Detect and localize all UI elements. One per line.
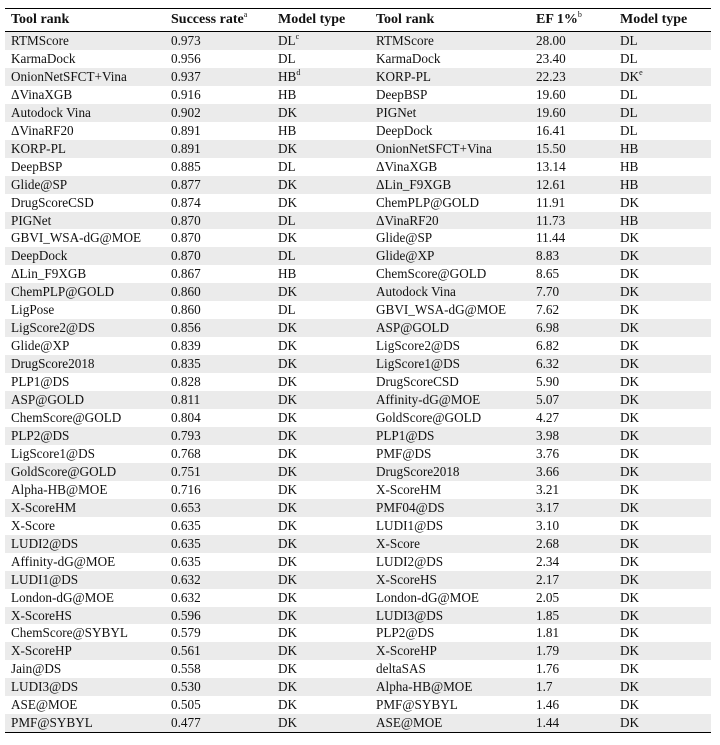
cell-model-type-right: DK	[620, 589, 640, 605]
cell-tool-rank-right: KORP-PL	[370, 68, 530, 86]
cell-model-type-right: HB	[620, 158, 639, 174]
table-row	[5, 499, 711, 517]
cell-success-rate: 0.561	[165, 642, 272, 660]
cell-ef: 11.91	[536, 194, 566, 210]
cell-success-rate: 0.793	[165, 427, 272, 445]
cell-success-rate: 0.632	[171, 589, 201, 605]
cell-tool-rank-right: X-ScoreHP	[370, 642, 530, 660]
cell-model-type-right: DK	[620, 517, 640, 533]
table-row	[5, 319, 711, 337]
cell-model-type-left: DK	[272, 463, 370, 481]
cell-model-type-right: DK	[614, 391, 711, 409]
cell-model-type-right: DK	[614, 642, 711, 660]
cell-ef: 1.76	[536, 661, 560, 677]
cell-model-type-left: DL	[278, 302, 296, 318]
cell-ef: 28.00	[530, 32, 614, 50]
cell-ef: 1.44	[530, 714, 614, 732]
cell-success-rate: 0.635	[171, 553, 201, 569]
cell-model-type-left: DK	[278, 410, 298, 426]
cell-model-type-left: DK	[278, 338, 298, 354]
cell-tool-rank-left: Jain@DS	[11, 661, 62, 677]
cell-ef: 11.44	[536, 230, 566, 246]
table-row	[5, 409, 711, 427]
cell-success-rate: 0.870	[165, 212, 272, 230]
cell-tool-rank-right: PMF@SYBYL	[376, 697, 458, 713]
cell-model-type-right: DK	[620, 230, 640, 246]
footnote-marker: a	[243, 10, 248, 19]
cell-ef: 22.23	[530, 68, 614, 86]
cell-tool-rank-left: LUDI2@DS	[5, 535, 165, 553]
cell-tool-rank-left: ASE@MOE	[11, 697, 78, 713]
cell-model-type-left: DK	[278, 625, 298, 641]
cell-tool-rank-right: PMF@DS	[376, 445, 432, 461]
table-header	[5, 9, 711, 32]
cell-model-type-right: DK	[614, 355, 711, 373]
cell-model-type-right: DK	[614, 247, 711, 265]
cell-tool-rank-left: KarmaDock	[11, 50, 76, 66]
cell-model-type-right: DL	[614, 104, 711, 122]
cell-ef: 1.7	[530, 678, 614, 696]
cell-success-rate: 0.635	[171, 517, 201, 533]
cell-model-type-left: DK	[272, 355, 370, 373]
cell-ef: 6.32	[530, 355, 614, 373]
table-row	[5, 696, 711, 714]
cell-tool-rank-left: Alpha-HB@MOE	[11, 481, 108, 497]
cell-model-type-right: DK	[620, 302, 640, 318]
cell-success-rate: 0.558	[171, 661, 201, 677]
cell-tool-rank-right: DrugScore2018	[370, 463, 530, 481]
cell-model-type-right: DK	[614, 427, 711, 445]
cell-ef: 19.60	[536, 86, 566, 102]
cell-model-type-right: DK	[614, 535, 711, 553]
cell-success-rate: 0.856	[165, 319, 272, 337]
cell-success-rate: 0.530	[165, 678, 272, 696]
table-body	[5, 32, 711, 733]
table-row	[5, 50, 711, 68]
footnote-marker: d	[296, 67, 301, 77]
cell-success-rate: 0.870	[165, 247, 272, 265]
cell-success-rate: 0.860	[171, 302, 201, 318]
table-row	[5, 247, 711, 265]
table-row	[5, 176, 711, 194]
cell-model-type-right: DK	[620, 697, 640, 713]
cell-success-rate: 0.891	[165, 140, 272, 158]
cell-tool-rank-left: PMF@SYBYL	[5, 714, 165, 732]
cell-model-type-left: DK	[272, 571, 370, 589]
table-row	[5, 122, 711, 140]
cell-tool-rank-right: Alpha-HB@MOE	[370, 678, 530, 696]
cell-model-type-right: DK	[620, 625, 640, 641]
cell-tool-rank-left: GBVI_WSA-dG@MOE	[11, 230, 142, 246]
cell-success-rate: 0.937	[165, 68, 272, 86]
footnote-marker: e	[639, 67, 643, 77]
cell-success-rate: 0.839	[171, 338, 201, 354]
cell-model-type-right: DK	[614, 607, 711, 625]
cell-model-type-right: DK	[620, 374, 640, 390]
table-row	[5, 714, 711, 732]
cell-tool-rank-left: GoldScore@GOLD	[5, 463, 165, 481]
header-success-rate: Success rate$^a$	[165, 9, 272, 32]
cell-ef: 4.27	[536, 410, 560, 426]
cell-success-rate: 0.874	[171, 194, 201, 210]
cell-model-type-left: DK	[278, 194, 298, 210]
cell-ef: 13.14	[536, 158, 566, 174]
table-row	[5, 427, 711, 445]
cell-success-rate: 0.477	[165, 714, 272, 732]
cell-tool-rank-left: DeepBSP	[11, 158, 63, 174]
cell-success-rate: 0.811	[165, 391, 272, 409]
cell-success-rate: 0.956	[171, 50, 201, 66]
cell-success-rate: 0.751	[165, 463, 272, 481]
cell-success-rate: 0.902	[165, 104, 272, 122]
cell-tool-rank-left: LUDI3@DS	[5, 678, 165, 696]
cell-tool-rank-left: DrugScore2018	[5, 355, 165, 373]
cell-tool-rank-right: DrugScoreCSD	[376, 374, 459, 390]
cell-ef: 3.17	[530, 499, 614, 517]
cell-success-rate: 0.877	[165, 176, 272, 194]
cell-model-type-right: DK	[620, 194, 640, 210]
cell-ef: 15.50	[530, 140, 614, 158]
cell-tool-rank-right: GBVI_WSA-dG@MOE	[376, 302, 507, 318]
cell-model-type-right: $DK^e$	[614, 68, 711, 86]
cell-success-rate: 0.653	[165, 499, 272, 517]
cell-tool-rank-left: OnionNetSFCT+Vina	[5, 68, 165, 86]
cell-success-rate: 0.804	[171, 410, 201, 426]
cell-model-type-right: HB	[614, 212, 711, 230]
cell-ef: 6.98	[530, 319, 614, 337]
cell-success-rate: 0.596	[165, 607, 272, 625]
cell-ef: 8.65	[536, 266, 560, 282]
cell-model-type-left: DK	[272, 283, 370, 301]
cell-tool-rank-left: Glide@SP	[5, 176, 165, 194]
cell-model-type-right: DL	[620, 122, 638, 138]
cell-tool-rank-left: DeepDock	[5, 247, 165, 265]
cell-ef: 3.76	[536, 445, 560, 461]
cell-tool-rank-left: KORP-PL	[5, 140, 165, 158]
cell-ef: 3.66	[530, 463, 614, 481]
cell-model-type-left: DK	[272, 140, 370, 158]
cell-tool-rank-left: LigScore1@DS	[11, 445, 95, 461]
table-row	[5, 32, 711, 50]
cell-model-type-left: DK	[272, 319, 370, 337]
cell-tool-rank-right: KarmaDock	[376, 50, 441, 66]
cell-tool-rank-right: PIGNet	[370, 104, 530, 122]
cell-tool-rank-right: PLP2@DS	[376, 625, 435, 641]
cell-tool-rank-left: ΔVinaRF20	[11, 122, 74, 138]
cell-ef: 8.83	[530, 247, 614, 265]
table-row	[5, 337, 711, 355]
cell-model-type-right: DK	[614, 283, 711, 301]
table-row	[5, 391, 711, 409]
table-row	[5, 463, 711, 481]
cell-ef: 2.05	[536, 589, 560, 605]
ranking-table	[5, 8, 711, 733]
cell-tool-rank-right: PMF04@DS	[370, 499, 530, 517]
cell-tool-rank-left: ΔLin_F9XGB	[11, 266, 87, 282]
cell-model-type-left: HB	[278, 266, 297, 282]
cell-tool-rank-right: ChemPLP@GOLD	[376, 194, 479, 210]
cell-ef: 1.79	[530, 642, 614, 660]
cell-tool-rank-right: LUDI3@DS	[370, 607, 530, 625]
cell-model-type-left: DK	[278, 661, 298, 677]
cell-tool-rank-left: ChemScore@SYBYL	[11, 625, 128, 641]
cell-tool-rank-right: London-dG@MOE	[376, 589, 479, 605]
cell-success-rate: 0.828	[171, 374, 201, 390]
cell-success-rate: 0.885	[171, 158, 201, 174]
cell-tool-rank-right: X-Score	[370, 535, 530, 553]
cell-ef: 6.82	[536, 338, 560, 354]
cell-model-type-left: DK	[278, 374, 298, 390]
cell-tool-rank-right: X-ScoreHS	[370, 571, 530, 589]
cell-tool-rank-left: X-ScoreHP	[5, 642, 165, 660]
cell-model-type-right: DK	[620, 338, 640, 354]
cell-model-type-right: DK	[620, 553, 640, 569]
cell-success-rate: 0.579	[171, 625, 201, 641]
cell-success-rate: 0.860	[165, 283, 272, 301]
table-row	[5, 140, 711, 158]
cell-success-rate: 0.867	[171, 266, 201, 282]
table-row	[5, 481, 711, 499]
cell-model-type-left: DK	[272, 607, 370, 625]
cell-success-rate: 0.635	[165, 535, 272, 553]
cell-tool-rank-left: PIGNet	[5, 212, 165, 230]
table-row	[5, 642, 711, 660]
cell-model-type-left: DK	[278, 445, 298, 461]
cell-model-type-right: DL	[620, 50, 638, 66]
table-row	[5, 355, 711, 373]
table-row	[5, 535, 711, 553]
table-row	[5, 104, 711, 122]
cell-success-rate: 0.632	[165, 571, 272, 589]
cell-ef: 23.40	[536, 50, 566, 66]
cell-tool-rank-left: ChemScore@GOLD	[11, 410, 122, 426]
cell-model-type-right: DK	[620, 481, 640, 497]
cell-tool-rank-left: X-ScoreHS	[5, 607, 165, 625]
cell-model-type-left: $DL^c$	[272, 32, 370, 50]
table-row	[5, 553, 711, 571]
cell-model-type-left: DK	[278, 230, 298, 246]
cell-tool-rank-left: DrugScoreCSD	[11, 194, 94, 210]
cell-tool-rank-left: X-ScoreHM	[5, 499, 165, 517]
cell-model-type-right: DL	[614, 32, 711, 50]
cell-model-type-right: DK	[614, 499, 711, 517]
cell-tool-rank-right: LigScore1@DS	[370, 355, 530, 373]
cell-model-type-left: DK	[278, 481, 298, 497]
cell-model-type-right: DK	[614, 678, 711, 696]
cell-ef: 1.46	[536, 697, 560, 713]
cell-model-type-left: DK	[272, 678, 370, 696]
header-tool-rank-right: Tool rank	[370, 9, 530, 32]
cell-model-type-left: HB	[278, 122, 297, 138]
cell-ef: 1.85	[530, 607, 614, 625]
cell-ef: 2.34	[536, 553, 560, 569]
cell-tool-rank-right: Affinity-dG@MOE	[370, 391, 530, 409]
cell-model-type-right: DK	[620, 410, 640, 426]
cell-ef: 11.73	[530, 212, 614, 230]
cell-tool-rank-left: ΔVinaXGB	[11, 86, 73, 102]
table-row	[5, 589, 711, 607]
cell-tool-rank-left: PLP2@DS	[5, 427, 165, 445]
cell-ef: 2.68	[530, 535, 614, 553]
cell-tool-rank-right: LigScore2@DS	[376, 338, 460, 354]
cell-tool-rank-right: ΔVinaXGB	[376, 158, 438, 174]
cell-model-type-left: DK	[272, 714, 370, 732]
cell-tool-rank-right: deltaSAS	[376, 661, 426, 677]
cell-success-rate: 0.891	[171, 122, 201, 138]
cell-model-type-left: DK	[272, 535, 370, 553]
cell-success-rate: 0.835	[165, 355, 272, 373]
cell-success-rate: 0.716	[171, 481, 201, 497]
cell-tool-rank-left: Autodock Vina	[5, 104, 165, 122]
cell-tool-rank-left: ASP@GOLD	[5, 391, 165, 409]
table-row	[5, 229, 711, 247]
table-row	[5, 660, 711, 678]
cell-tool-rank-right: ASP@GOLD	[370, 319, 530, 337]
table-row	[5, 194, 711, 212]
table-row	[5, 68, 711, 86]
cell-ef: 12.61	[530, 176, 614, 194]
cell-ef: 5.90	[536, 374, 560, 390]
table-row	[5, 301, 711, 319]
cell-ef: 3.21	[536, 481, 560, 497]
cell-tool-rank-right: DeepBSP	[376, 86, 428, 102]
table-row	[5, 265, 711, 283]
cell-model-type-left: DK	[272, 642, 370, 660]
cell-model-type-right: DK	[614, 319, 711, 337]
cell-model-type-left: DK	[278, 589, 298, 605]
cell-tool-rank-left: PLP1@DS	[11, 374, 70, 390]
cell-tool-rank-left: Affinity-dG@MOE	[11, 553, 116, 569]
cell-tool-rank-right: ChemScore@GOLD	[376, 266, 487, 282]
footnote-marker: b	[577, 10, 582, 19]
cell-tool-rank-right: PLP1@DS	[370, 427, 530, 445]
cell-success-rate: 0.768	[171, 445, 201, 461]
cell-tool-rank-right: OnionNetSFCT+Vina	[370, 140, 530, 158]
cell-model-type-left: DK	[272, 427, 370, 445]
header-model-type-right: Model type	[614, 9, 711, 32]
cell-model-type-left: DL	[278, 158, 296, 174]
cell-tool-rank-right: ΔVinaRF20	[370, 212, 530, 230]
cell-ef: 3.98	[530, 427, 614, 445]
cell-ef: 7.62	[536, 302, 560, 318]
table-row	[5, 283, 711, 301]
cell-model-type-left: DL	[278, 50, 296, 66]
table-row	[5, 517, 711, 535]
cell-tool-rank-right: LUDI2@DS	[376, 553, 444, 569]
table-row	[5, 158, 711, 176]
cell-tool-rank-left: LigScore2@DS	[5, 319, 165, 337]
cell-model-type-left: DK	[272, 499, 370, 517]
cell-tool-rank-right: ASE@MOE	[370, 714, 530, 732]
cell-model-type-left: DL	[272, 212, 370, 230]
table-row	[5, 607, 711, 625]
table-row	[5, 571, 711, 589]
cell-tool-rank-right: DeepDock	[376, 122, 433, 138]
cell-tool-rank-left: ChemPLP@GOLD	[5, 283, 165, 301]
footnote-marker: c	[295, 32, 300, 41]
cell-tool-rank-right: LUDI1@DS	[376, 517, 444, 533]
cell-ef: 3.10	[536, 517, 560, 533]
cell-tool-rank-left: LUDI1@DS	[5, 571, 165, 589]
cell-tool-rank-right: GoldScore@GOLD	[376, 410, 482, 426]
cell-ef: 7.70	[530, 283, 614, 301]
header-model-type-left: Model type	[272, 9, 370, 32]
cell-success-rate: 0.973	[165, 32, 272, 50]
header-row	[5, 9, 711, 32]
cell-success-rate: 0.505	[171, 697, 201, 713]
cell-success-rate: 0.916	[171, 86, 201, 102]
cell-model-type-left: DK	[278, 517, 298, 533]
cell-model-type-left: DK	[278, 553, 298, 569]
table-row	[5, 678, 711, 696]
header-ef: EF 1%$^b$	[530, 9, 614, 32]
cell-tool-rank-right: RTMScore	[370, 32, 530, 50]
cell-model-type-right: DL	[620, 86, 638, 102]
cell-tool-rank-right: Autodock Vina	[370, 283, 530, 301]
table-row	[5, 373, 711, 391]
table-row	[5, 212, 711, 230]
cell-model-type-left: HB	[278, 86, 297, 102]
cell-model-type-right: DK	[614, 463, 711, 481]
cell-model-type-left: DK	[272, 104, 370, 122]
cell-tool-rank-left: London-dG@MOE	[11, 589, 114, 605]
cell-tool-rank-right: ΔLin_F9XGB	[370, 176, 530, 194]
cell-ef: 16.41	[536, 122, 566, 138]
cell-ef: 5.07	[530, 391, 614, 409]
cell-model-type-left: DL	[272, 247, 370, 265]
cell-tool-rank-right: Glide@XP	[370, 247, 530, 265]
cell-ef: 19.60	[530, 104, 614, 122]
cell-ef: 2.17	[530, 571, 614, 589]
cell-model-type-right: DK	[620, 661, 640, 677]
cell-tool-rank-left: LigPose	[11, 302, 55, 318]
cell-model-type-right: DK	[614, 714, 711, 732]
cell-model-type-right: HB	[614, 176, 711, 194]
cell-model-type-right: HB	[614, 140, 711, 158]
cell-model-type-right: DK	[614, 571, 711, 589]
cell-model-type-right: DK	[620, 266, 640, 282]
cell-model-type-left: DK	[272, 176, 370, 194]
table-row	[5, 86, 711, 104]
cell-model-type-right: DK	[620, 445, 640, 461]
table-row	[5, 445, 711, 463]
cell-model-type-left: $HB^d$	[272, 68, 370, 86]
cell-ef: 1.81	[536, 625, 560, 641]
header-tool-rank-left: Tool rank	[5, 9, 165, 32]
cell-tool-rank-right: X-ScoreHM	[376, 481, 442, 497]
cell-success-rate: 0.870	[171, 230, 201, 246]
cell-tool-rank-left: X-Score	[11, 517, 55, 533]
cell-model-type-left: DK	[272, 391, 370, 409]
cell-model-type-left: DK	[278, 697, 298, 713]
cell-tool-rank-right: Glide@SP	[376, 230, 433, 246]
cell-tool-rank-left: Glide@XP	[11, 338, 70, 354]
table-row	[5, 624, 711, 642]
cell-tool-rank-left: RTMScore	[5, 32, 165, 50]
